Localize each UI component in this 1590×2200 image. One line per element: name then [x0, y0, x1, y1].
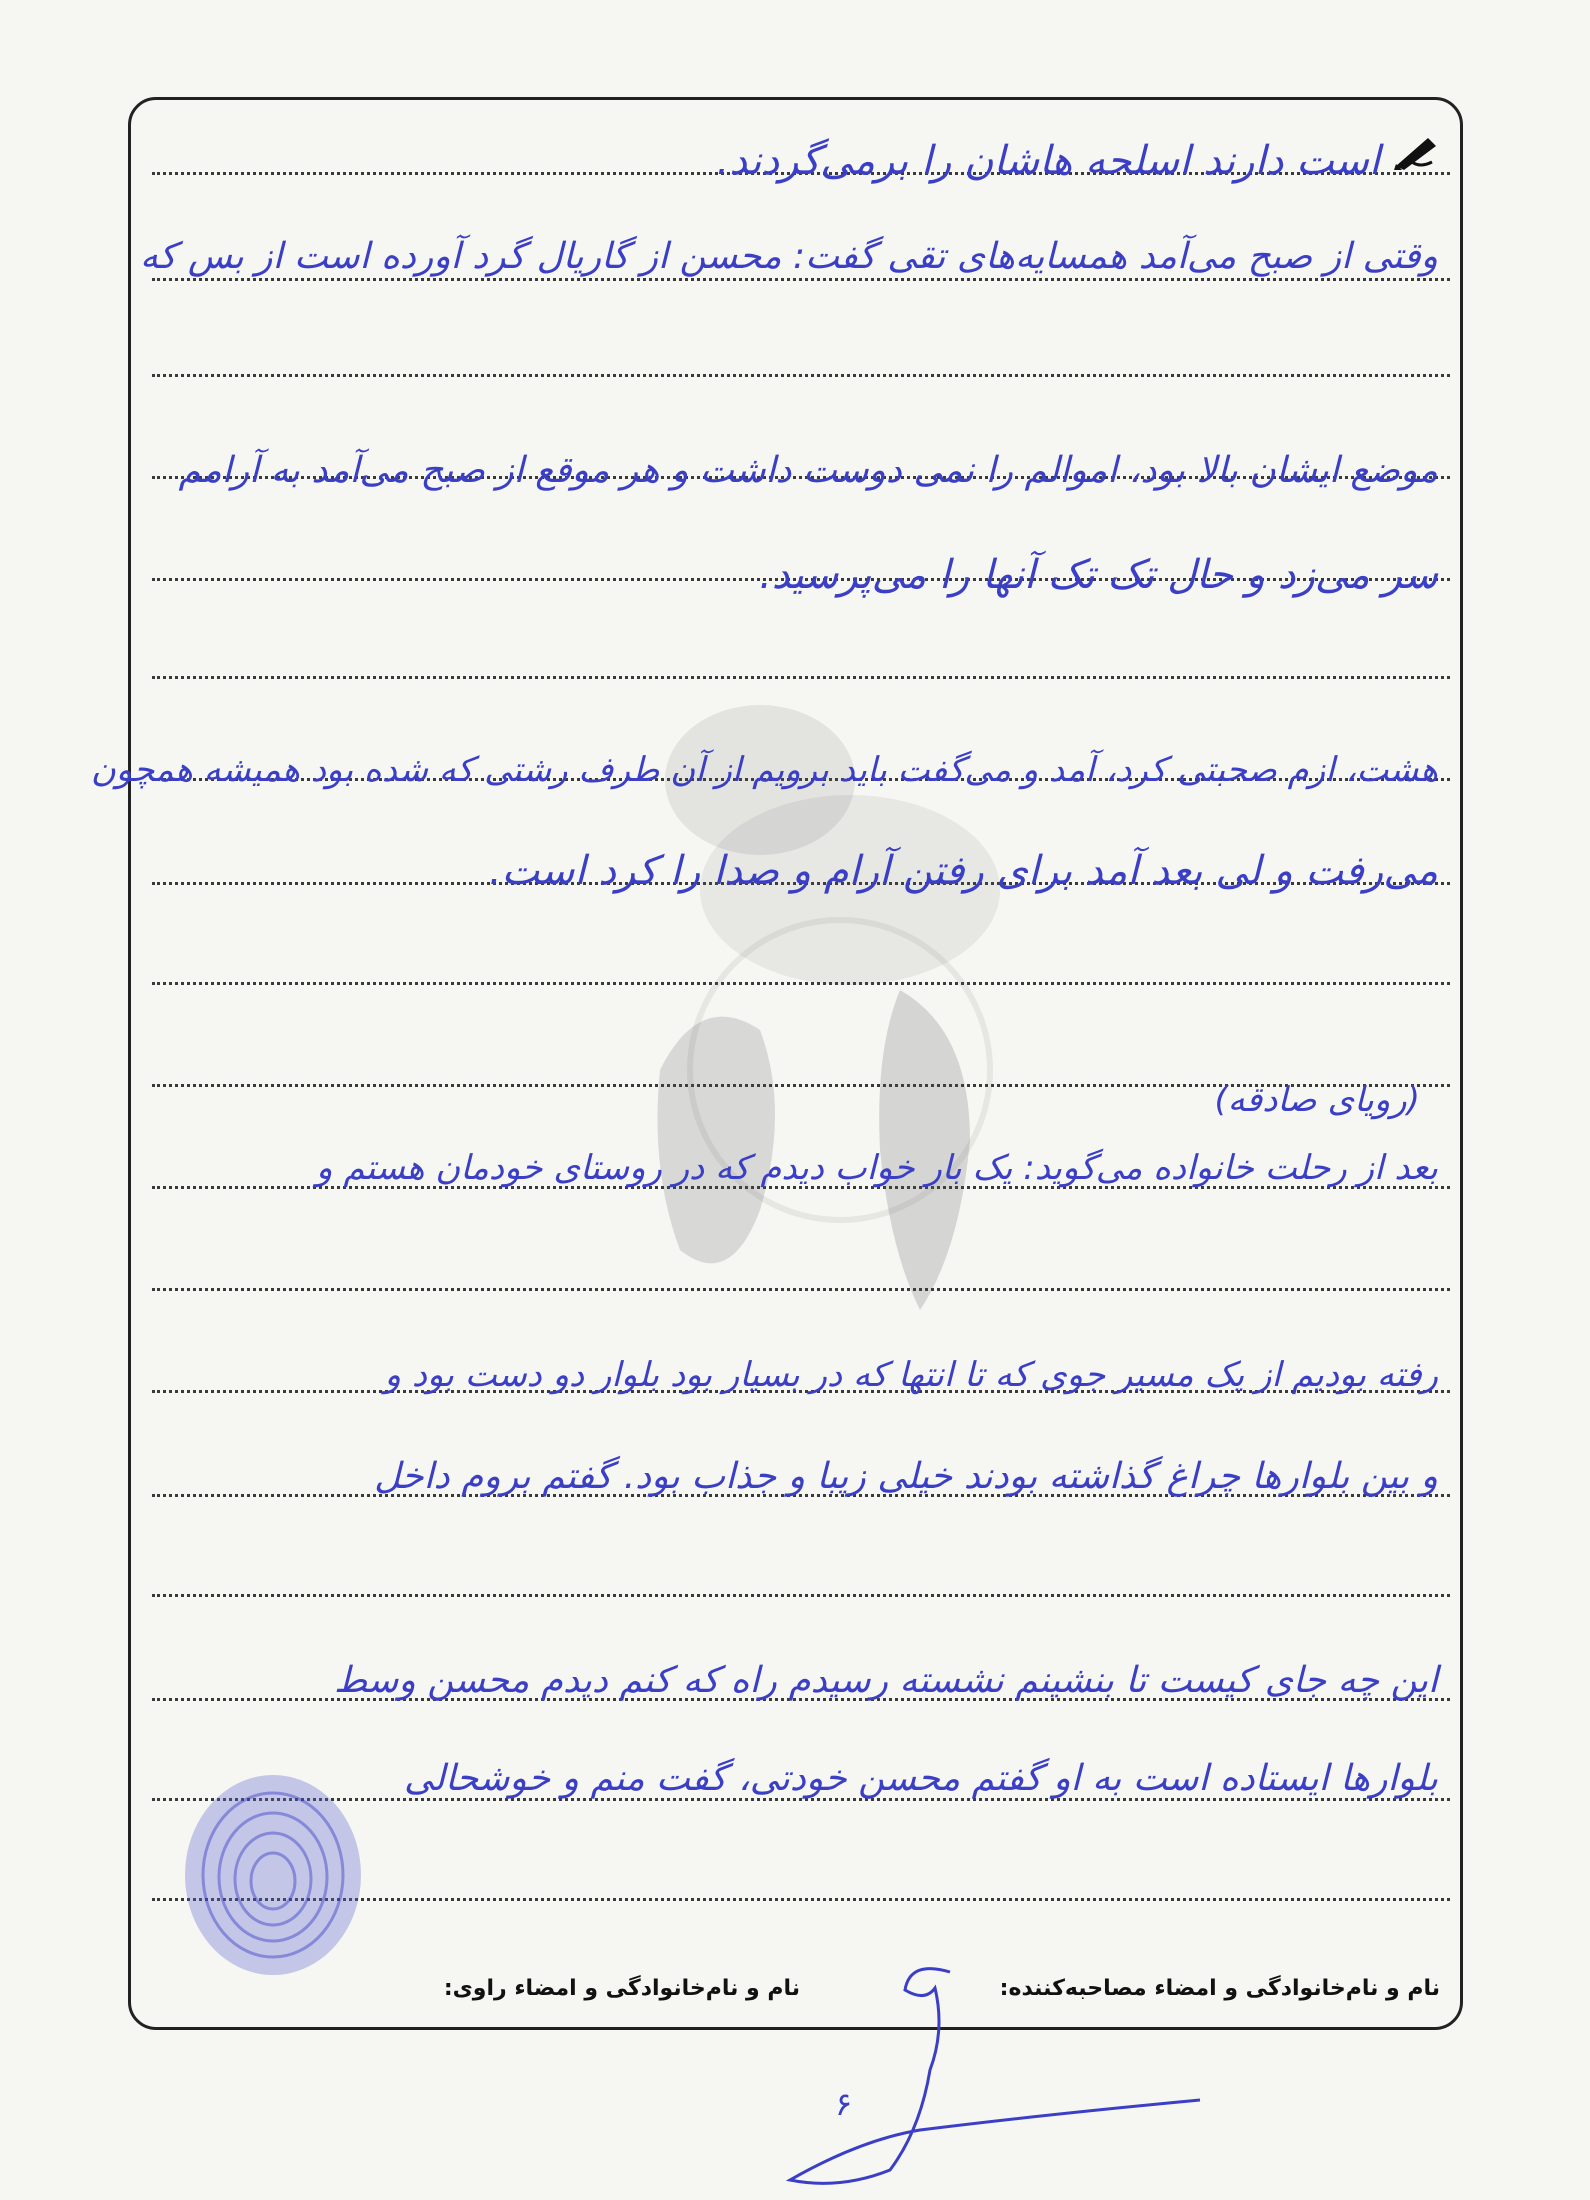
handwritten-line: است دارند اسلحه هاشان را برمی‌گردند. [716, 138, 1380, 184]
handwritten-line: و بین بلوارها چراغ گذاشته بودند خیلی زیبا و جذاب بود. گفتم بروم داخل [374, 1456, 1438, 1497]
pen-icon [1392, 132, 1440, 172]
handwritten-line: (رویای صادقه) [1214, 1080, 1420, 1120]
handwritten-line: وقتی از صبح می‌آمد همسایه‌های تقی گفت: محسن از گاریال گرد آورده است از بس که [139, 236, 1438, 277]
handwritten-line: سر می‌زد و حال تک تک آنها را می‌پرسید. [759, 552, 1438, 598]
handwritten-line: بعد از رحلت خانواده می‌گوید: یک بار خواب دیدم که در روستای خودمان هستم و [316, 1148, 1438, 1188]
ruled-line [152, 374, 1450, 377]
thumbprint [175, 1765, 370, 1980]
ruled-line [152, 676, 1450, 679]
ruled-line [152, 278, 1450, 281]
signature [720, 1950, 1240, 2200]
handwritten-line: می‌رفت و لی بعد آمد برای رفتن آرام و صدا را کرد است. [488, 848, 1438, 894]
interviewer-signature-label: نام و نام‌خانوادگی و امضاء مصاحبه‌کننده: [999, 1976, 1440, 2001]
handwritten-line: رفته بودیم از یک مسیر جوی که تا انتها که در بسیار بود بلوار دو دست بود و [384, 1355, 1438, 1395]
page-number: ۶ [835, 2085, 853, 2123]
handwritten-line: هشت، ازم صحبتی کرد، آمد و می‌گفت باید برویم از آن طرف رشتی که شده بود همیشه همچون [90, 750, 1438, 790]
handwritten-line: موضع ایشان بالا بود، اموالم را نمی دوست داشت و هر موقع از صبح می‌آمد به آرامم [178, 450, 1438, 491]
narrator-signature-label: نام و نام‌خانوادگی و امضاء راوی: [443, 1976, 800, 2001]
handwritten-line: این چه جای کیست تا بنشینم نشسته رسیدم راه که کنم دیدم محسن وسط [334, 1660, 1438, 1701]
ruled-line [152, 1594, 1450, 1597]
handwritten-line: بلوارها ایستاده است به او گفتم محسن خودتی، گفت منم و خوشحالی [404, 1758, 1438, 1799]
